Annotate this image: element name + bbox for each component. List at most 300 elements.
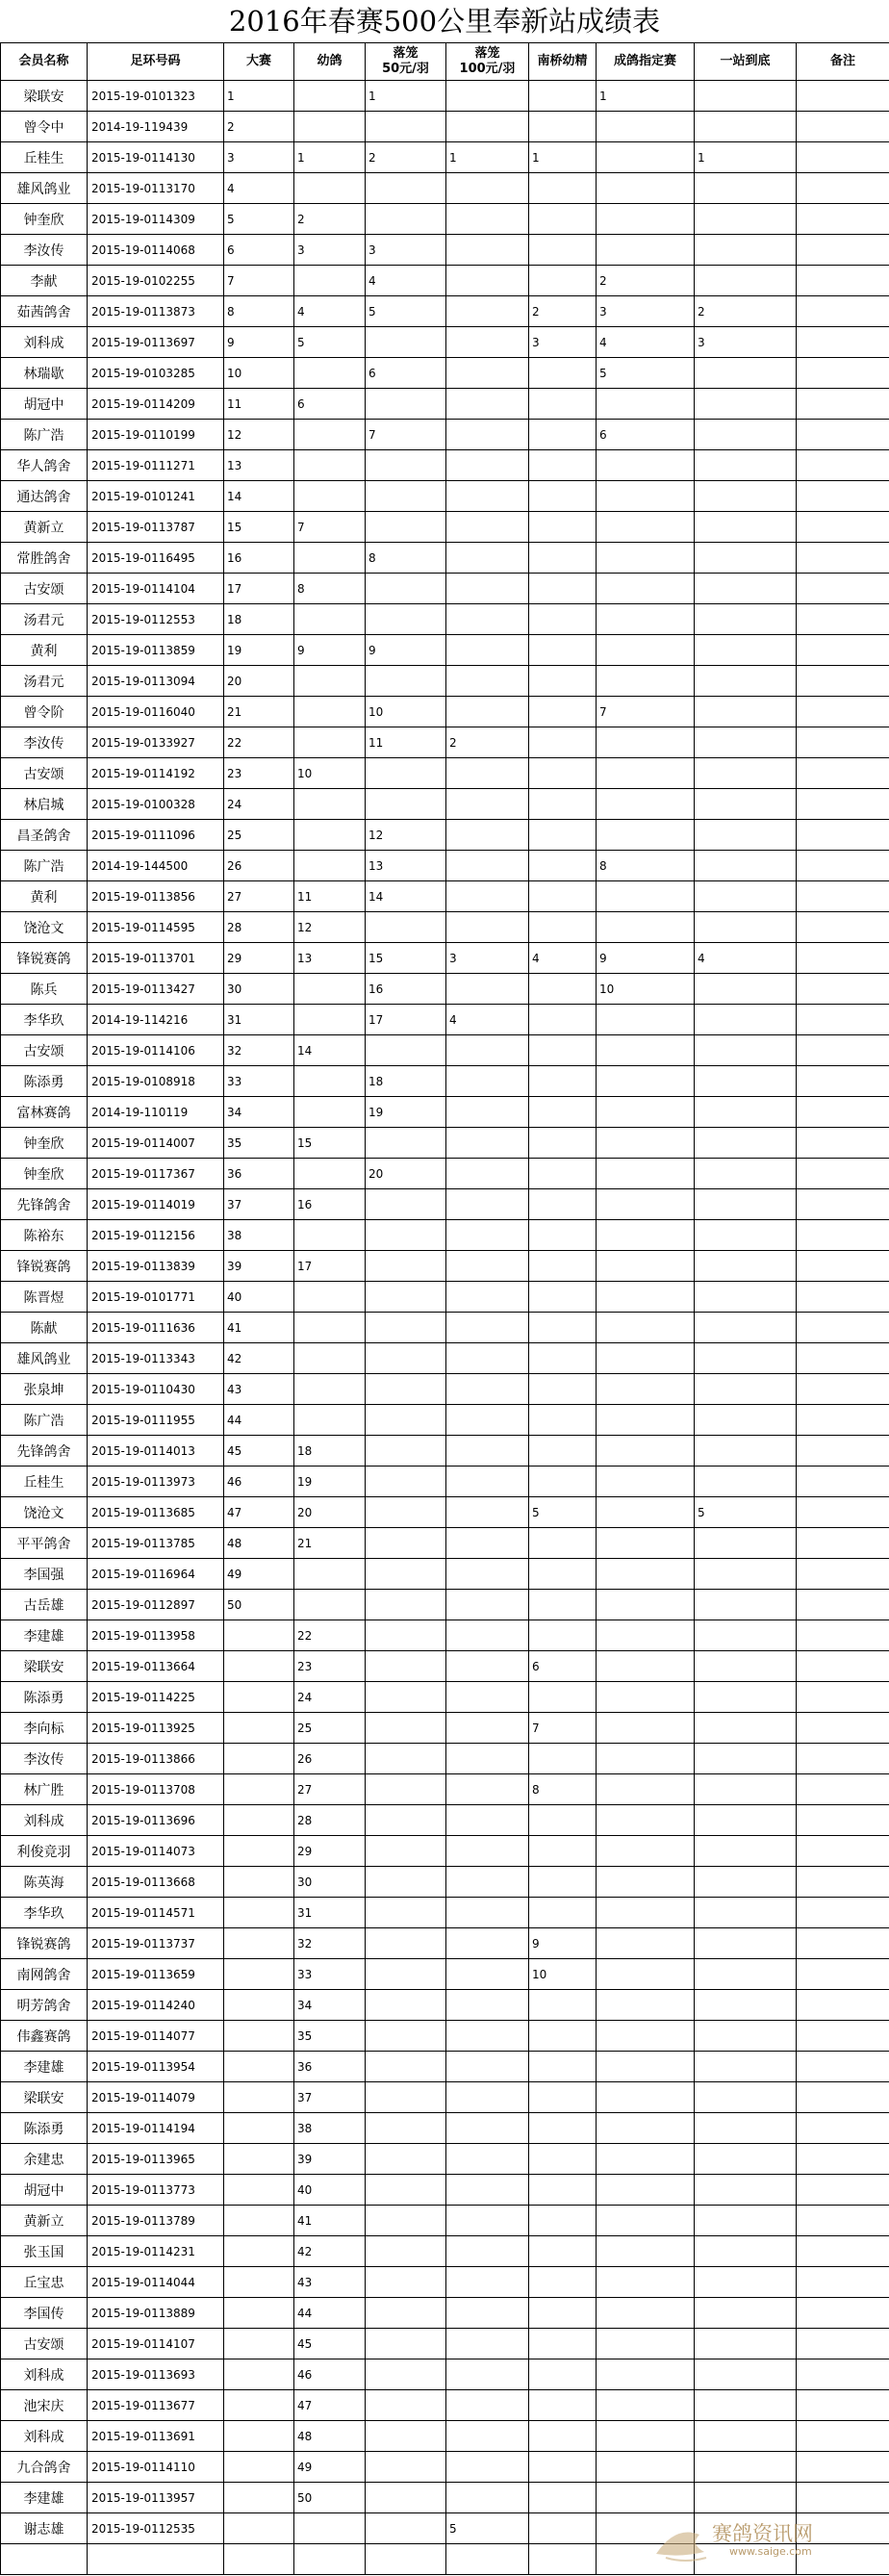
cell-one-stop: [695, 2329, 797, 2359]
cell-member-name: 雄风鸽业: [1, 1343, 88, 1374]
cell-ring-number: 2015-19-0114194: [88, 2113, 224, 2144]
cell-pool-100: [446, 1282, 529, 1313]
cell-pool-50: [366, 204, 446, 235]
cell-main-race: [224, 1774, 294, 1805]
cell-main-race: 2: [224, 112, 294, 142]
cell-young-bird: 25: [294, 1713, 366, 1744]
cell-pool-100: [446, 327, 529, 358]
cell-pool-100: [446, 2359, 529, 2390]
cell-one-stop: [695, 1005, 797, 1035]
cell-one-stop: [695, 389, 797, 420]
cell-pool-50: [366, 1436, 446, 1467]
cell-nanqiao-young: [529, 1128, 597, 1159]
cell-designated-race: [597, 481, 695, 512]
cell-member-name: 先锋鸽舍: [1, 1436, 88, 1467]
cell-main-race: [224, 2175, 294, 2206]
cell-designated-race: [597, 1005, 695, 1035]
cell-designated-race: [597, 1867, 695, 1898]
cell-member-name: 刘科成: [1, 2359, 88, 2390]
cell-pool-50: [366, 1405, 446, 1436]
cell-ring-number: 2015-19-0113708: [88, 1774, 224, 1805]
cell-remarks: [797, 1005, 889, 1035]
cell-main-race: 44: [224, 1405, 294, 1436]
cell-nanqiao-young: 7: [529, 1713, 597, 1744]
cell-main-race: 21: [224, 697, 294, 727]
cell-remarks: [797, 697, 889, 727]
cell-pool-100: [446, 604, 529, 635]
cell-one-stop: [695, 2236, 797, 2267]
cell-designated-race: [597, 1159, 695, 1189]
cell-main-race: [224, 2113, 294, 2144]
cell-pool-100: [446, 1682, 529, 1713]
cell-one-stop: [695, 2021, 797, 2052]
cell-main-race: 38: [224, 1220, 294, 1251]
cell-young-bird: 19: [294, 1467, 366, 1497]
cell-remarks: [797, 1313, 889, 1343]
cell-ring-number: 2015-19-0133927: [88, 727, 224, 758]
table-row: [1, 1774, 889, 1805]
table-row: [1, 1343, 889, 1374]
cell-main-race: 42: [224, 1343, 294, 1374]
cell-pool-100: [446, 2329, 529, 2359]
cell-member-name: 陈添勇: [1, 2113, 88, 2144]
cell-young-bird: 11: [294, 881, 366, 912]
cell-one-stop: [695, 2390, 797, 2421]
cell-pool-100: [446, 1590, 529, 1620]
cell-ring-number: 2015-19-0112553: [88, 604, 224, 635]
cell-member-name: 昌圣鸽舍: [1, 820, 88, 851]
table-row: [1, 1651, 889, 1682]
cell-young-bird: 43: [294, 2267, 366, 2298]
cell-one-stop: 3: [695, 327, 797, 358]
cell-one-stop: [695, 450, 797, 481]
cell-young-bird: 33: [294, 1959, 366, 1990]
cell-member-name: 张泉坤: [1, 1374, 88, 1405]
cell-member-name: 黄利: [1, 635, 88, 666]
cell-remarks: [797, 1066, 889, 1097]
cell-main-race: 6: [224, 235, 294, 266]
cell-remarks: [797, 1559, 889, 1590]
cell-pool-100: [446, 1713, 529, 1744]
cell-remarks: [797, 481, 889, 512]
cell-ring-number: 2015-19-0113965: [88, 2144, 224, 2175]
cell-pool-100: [446, 974, 529, 1005]
cell-designated-race: [597, 173, 695, 204]
cell-one-stop: [695, 974, 797, 1005]
cell-young-bird: 50: [294, 2483, 366, 2513]
table-row: [1, 2144, 889, 2175]
cell-nanqiao-young: [529, 2267, 597, 2298]
cell-main-race: 45: [224, 1436, 294, 1467]
cell-nanqiao-young: [529, 1374, 597, 1405]
cell-one-stop: [695, 697, 797, 727]
cell-designated-race: [597, 1097, 695, 1128]
cell-ring-number: 2015-19-0114130: [88, 142, 224, 173]
cell-young-bird: 23: [294, 1651, 366, 1682]
cell-one-stop: [695, 2421, 797, 2452]
cell-designated-race: [597, 1682, 695, 1713]
cell-young-bird: [294, 820, 366, 851]
cell-pool-50: 14: [366, 881, 446, 912]
cell-ring-number: 2015-19-0113696: [88, 1805, 224, 1836]
cell-pool-50: [366, 1343, 446, 1374]
cell-one-stop: [695, 1805, 797, 1836]
cell-one-stop: [695, 1928, 797, 1959]
cell-one-stop: [695, 112, 797, 142]
cell-pool-50: [366, 112, 446, 142]
cell-nanqiao-young: [529, 881, 597, 912]
cell-member-name: 平平鸽舍: [1, 1528, 88, 1559]
cell-nanqiao-young: [529, 789, 597, 820]
cell-young-bird: [294, 112, 366, 142]
cell-main-race: 14: [224, 481, 294, 512]
cell-young-bird: 18: [294, 1436, 366, 1467]
cell-pool-100: [446, 1189, 529, 1220]
cell-pool-100: [446, 697, 529, 727]
cell-main-race: [224, 1805, 294, 1836]
cell-nanqiao-young: [529, 1343, 597, 1374]
cell-pool-50: [366, 1990, 446, 2021]
table-row: [1, 235, 889, 266]
table-row: [1, 820, 889, 851]
cell-remarks: [797, 420, 889, 450]
cell-one-stop: [695, 1713, 797, 1744]
cell-pool-100: [446, 912, 529, 943]
cell-designated-race: [597, 1374, 695, 1405]
cell-nanqiao-young: [529, 173, 597, 204]
cell-nanqiao-young: [529, 758, 597, 789]
cell-nanqiao-young: [529, 1805, 597, 1836]
table-row: [1, 2390, 889, 2421]
cell-main-race: 28: [224, 912, 294, 943]
cell-ring-number: 2015-19-0113958: [88, 1620, 224, 1651]
cell-member-name: 古安颂: [1, 758, 88, 789]
cell-pool-50: [366, 1928, 446, 1959]
cell-ring-number: 2015-19-0113859: [88, 635, 224, 666]
cell-ring-number: 2015-19-0114077: [88, 2021, 224, 2052]
cell-pool-50: 19: [366, 1097, 446, 1128]
cell-pool-100: [446, 512, 529, 543]
cell-nanqiao-young: [529, 2513, 597, 2544]
cell-designated-race: [597, 1343, 695, 1374]
cell-pool-50: [366, 574, 446, 604]
cell-designated-race: [597, 1990, 695, 2021]
table-row: [1, 727, 889, 758]
cell-pool-100: [446, 2267, 529, 2298]
cell-designated-race: [597, 2452, 695, 2483]
col-header-designated-race: 成鸽指定赛: [597, 43, 695, 81]
cell-pool-100: [446, 2298, 529, 2329]
cell-nanqiao-young: [529, 2544, 597, 2575]
cell-one-stop: [695, 81, 797, 112]
table-row: [1, 974, 889, 1005]
cell-main-race: [224, 1898, 294, 1928]
cell-designated-race: [597, 1651, 695, 1682]
cell-designated-race: [597, 1928, 695, 1959]
cell-one-stop: [695, 1189, 797, 1220]
table-row: [1, 512, 889, 543]
cell-main-race: [224, 1651, 294, 1682]
cell-nanqiao-young: [529, 543, 597, 574]
cell-pool-100: [446, 81, 529, 112]
cell-one-stop: 5: [695, 1497, 797, 1528]
cell-remarks: [797, 2452, 889, 2483]
col-header-ring-number: 足环号码: [88, 43, 224, 81]
cell-young-bird: [294, 604, 366, 635]
cell-pool-100: [446, 1313, 529, 1343]
cell-designated-race: [597, 2082, 695, 2113]
cell-young-bird: [294, 2513, 366, 2544]
table-row: [1, 1220, 889, 1251]
cell-member-name: 陈广浩: [1, 1405, 88, 1436]
cell-remarks: [797, 604, 889, 635]
cell-pool-100: [446, 2421, 529, 2452]
cell-designated-race: 6: [597, 420, 695, 450]
cell-nanqiao-young: [529, 1097, 597, 1128]
cell-designated-race: [597, 820, 695, 851]
cell-member-name: 钟奎欣: [1, 204, 88, 235]
cell-pool-100: [446, 450, 529, 481]
cell-pool-50: 9: [366, 635, 446, 666]
cell-nanqiao-young: [529, 1313, 597, 1343]
cell-ring-number: 2015-19-0113873: [88, 296, 224, 327]
cell-nanqiao-young: [529, 112, 597, 142]
cell-young-bird: [294, 851, 366, 881]
cell-designated-race: [597, 789, 695, 820]
cell-one-stop: [695, 2206, 797, 2236]
cell-one-stop: [695, 1097, 797, 1128]
cell-member-name: 李向标: [1, 1713, 88, 1744]
cell-main-race: 32: [224, 1035, 294, 1066]
cell-nanqiao-young: [529, 574, 597, 604]
cell-remarks: [797, 266, 889, 296]
cell-pool-50: 12: [366, 820, 446, 851]
cell-one-stop: [695, 2113, 797, 2144]
cell-pool-100: 1: [446, 142, 529, 173]
cell-pool-50: [366, 789, 446, 820]
cell-member-name: 胡冠中: [1, 2175, 88, 2206]
cell-nanqiao-young: [529, 420, 597, 450]
cell-nanqiao-young: [529, 1189, 597, 1220]
cell-designated-race: [597, 1436, 695, 1467]
cell-remarks: [797, 912, 889, 943]
cell-one-stop: [695, 789, 797, 820]
cell-young-bird: 7: [294, 512, 366, 543]
cell-nanqiao-young: [529, 512, 597, 543]
cell-nanqiao-young: [529, 2113, 597, 2144]
table-row: [1, 943, 889, 974]
cell-main-race: 16: [224, 543, 294, 574]
cell-main-race: 8: [224, 296, 294, 327]
cell-young-bird: 27: [294, 1774, 366, 1805]
table-row: [1, 1713, 889, 1744]
cell-nanqiao-young: [529, 1744, 597, 1774]
cell-ring-number: 2015-19-0111271: [88, 450, 224, 481]
cell-young-bird: 2: [294, 204, 366, 235]
cell-young-bird: [294, 450, 366, 481]
cell-remarks: [797, 512, 889, 543]
cell-ring-number: 2015-19-0114019: [88, 1189, 224, 1220]
table-row: [1, 1620, 889, 1651]
cell-designated-race: [597, 1497, 695, 1528]
cell-designated-race: [597, 2359, 695, 2390]
cell-main-race: [224, 2082, 294, 2113]
cell-ring-number: 2015-19-0108918: [88, 1066, 224, 1097]
cell-remarks: [797, 1035, 889, 1066]
cell-remarks: [797, 1682, 889, 1713]
cell-remarks: [797, 235, 889, 266]
cell-main-race: 50: [224, 1590, 294, 1620]
cell-designated-race: [597, 881, 695, 912]
cell-remarks: [797, 1774, 889, 1805]
cell-main-race: [224, 1836, 294, 1867]
cell-one-stop: [695, 1066, 797, 1097]
table-row: [1, 789, 889, 820]
cell-remarks: [797, 2082, 889, 2113]
cell-member-name: 李汝传: [1, 727, 88, 758]
cell-member-name: 刘科成: [1, 1805, 88, 1836]
cell-member-name: 李华玖: [1, 1898, 88, 1928]
cell-young-bird: [294, 727, 366, 758]
cell-main-race: 9: [224, 327, 294, 358]
cell-pool-100: [446, 266, 529, 296]
cell-ring-number: 2014-19-144500: [88, 851, 224, 881]
cell-one-stop: [695, 235, 797, 266]
col-header-main-race: 大赛: [224, 43, 294, 81]
cell-pool-50: 16: [366, 974, 446, 1005]
cell-pool-50: [366, 1651, 446, 1682]
cell-pool-50: [366, 1467, 446, 1497]
cell-young-bird: [294, 81, 366, 112]
cell-pool-100: [446, 1467, 529, 1497]
table-row: [1, 204, 889, 235]
cell-ring-number: 2015-19-0101771: [88, 1282, 224, 1313]
cell-designated-race: [597, 2421, 695, 2452]
cell-member-name: 陈添勇: [1, 1066, 88, 1097]
cell-one-stop: [695, 2082, 797, 2113]
cell-member-name: 张玉国: [1, 2236, 88, 2267]
cell-nanqiao-young: [529, 1467, 597, 1497]
cell-nanqiao-young: [529, 1559, 597, 1590]
cell-one-stop: [695, 1128, 797, 1159]
cell-member-name: 伟鑫赛鸽: [1, 2021, 88, 2052]
cell-one-stop: [695, 1744, 797, 1774]
cell-member-name: 陈添勇: [1, 1682, 88, 1713]
cell-one-stop: [695, 666, 797, 697]
cell-member-name: 陈英海: [1, 1867, 88, 1898]
cell-pool-50: [366, 512, 446, 543]
cell-nanqiao-young: [529, 1436, 597, 1467]
cell-pool-100: [446, 574, 529, 604]
cell-young-bird: 24: [294, 1682, 366, 1713]
cell-member-name: 先锋鸽舍: [1, 1189, 88, 1220]
cell-remarks: [797, 1282, 889, 1313]
cell-member-name: 丘桂生: [1, 1467, 88, 1497]
cell-nanqiao-young: [529, 2298, 597, 2329]
cell-remarks: [797, 2267, 889, 2298]
cell-remarks: [797, 450, 889, 481]
cell-designated-race: [597, 2483, 695, 2513]
cell-one-stop: 4: [695, 943, 797, 974]
cell-main-race: 24: [224, 789, 294, 820]
cell-ring-number: 2015-19-0113664: [88, 1651, 224, 1682]
cell-young-bird: [294, 1590, 366, 1620]
cell-member-name: 雄风鸽业: [1, 173, 88, 204]
col-header-nanqiao-young: 南桥幼精: [529, 43, 597, 81]
cell-ring-number: 2015-19-0113697: [88, 327, 224, 358]
table-row: [1, 2113, 889, 2144]
cell-main-race: 36: [224, 1159, 294, 1189]
cell-remarks: [797, 820, 889, 851]
cell-main-race: 39: [224, 1251, 294, 1282]
cell-pool-100: [446, 1620, 529, 1651]
cell-member-name: 李建雄: [1, 2052, 88, 2082]
cell-pool-50: [366, 2206, 446, 2236]
cell-designated-race: [597, 1405, 695, 1436]
cell-main-race: 17: [224, 574, 294, 604]
cell-ring-number: 2015-19-0113789: [88, 2206, 224, 2236]
cell-one-stop: [695, 604, 797, 635]
cell-pool-100: [446, 1128, 529, 1159]
cell-member-name: 陈献: [1, 1313, 88, 1343]
table-row: [1, 2175, 889, 2206]
col-header-remarks: 备注: [797, 43, 889, 81]
cell-pool-50: [366, 2452, 446, 2483]
cell-remarks: [797, 2113, 889, 2144]
cell-designated-race: [597, 512, 695, 543]
cell-pool-100: [446, 820, 529, 851]
cell-main-race: 18: [224, 604, 294, 635]
cell-member-name: 汤君元: [1, 604, 88, 635]
cell-pool-50: [366, 173, 446, 204]
cell-pool-50: 4: [366, 266, 446, 296]
cell-nanqiao-young: 9: [529, 1928, 597, 1959]
cell-nanqiao-young: [529, 266, 597, 296]
table-row: [1, 758, 889, 789]
cell-pool-100: [446, 1251, 529, 1282]
cell-member-name: 南网鸽舍: [1, 1959, 88, 1990]
table-row: [1, 604, 889, 635]
cell-pool-50: [366, 1528, 446, 1559]
cell-remarks: [797, 296, 889, 327]
table-row: [1, 2421, 889, 2452]
cell-pool-50: [366, 2267, 446, 2298]
cell-member-name: 刘科成: [1, 327, 88, 358]
cell-main-race: 22: [224, 727, 294, 758]
cell-designated-race: 10: [597, 974, 695, 1005]
cell-ring-number: 2015-19-0114044: [88, 2267, 224, 2298]
cell-remarks: [797, 1436, 889, 1467]
cell-young-bird: 26: [294, 1744, 366, 1774]
cell-young-bird: 9: [294, 635, 366, 666]
cell-main-race: 4: [224, 173, 294, 204]
cell-main-race: [224, 1990, 294, 2021]
cell-main-race: [224, 2052, 294, 2082]
cell-nanqiao-young: 6: [529, 1651, 597, 1682]
cell-ring-number: 2015-19-0113973: [88, 1467, 224, 1497]
cell-member-name: 饶沧文: [1, 1497, 88, 1528]
cell-remarks: [797, 1898, 889, 1928]
cell-pool-100: [446, 1959, 529, 1990]
cell-member-name: 李汝传: [1, 235, 88, 266]
cell-designated-race: 3: [597, 296, 695, 327]
cell-pool-50: 10: [366, 697, 446, 727]
cell-remarks: [797, 1528, 889, 1559]
cell-ring-number: 2015-19-0101323: [88, 81, 224, 112]
cell-pool-100: [446, 389, 529, 420]
cell-nanqiao-young: [529, 974, 597, 1005]
cell-young-bird: [294, 1159, 366, 1189]
